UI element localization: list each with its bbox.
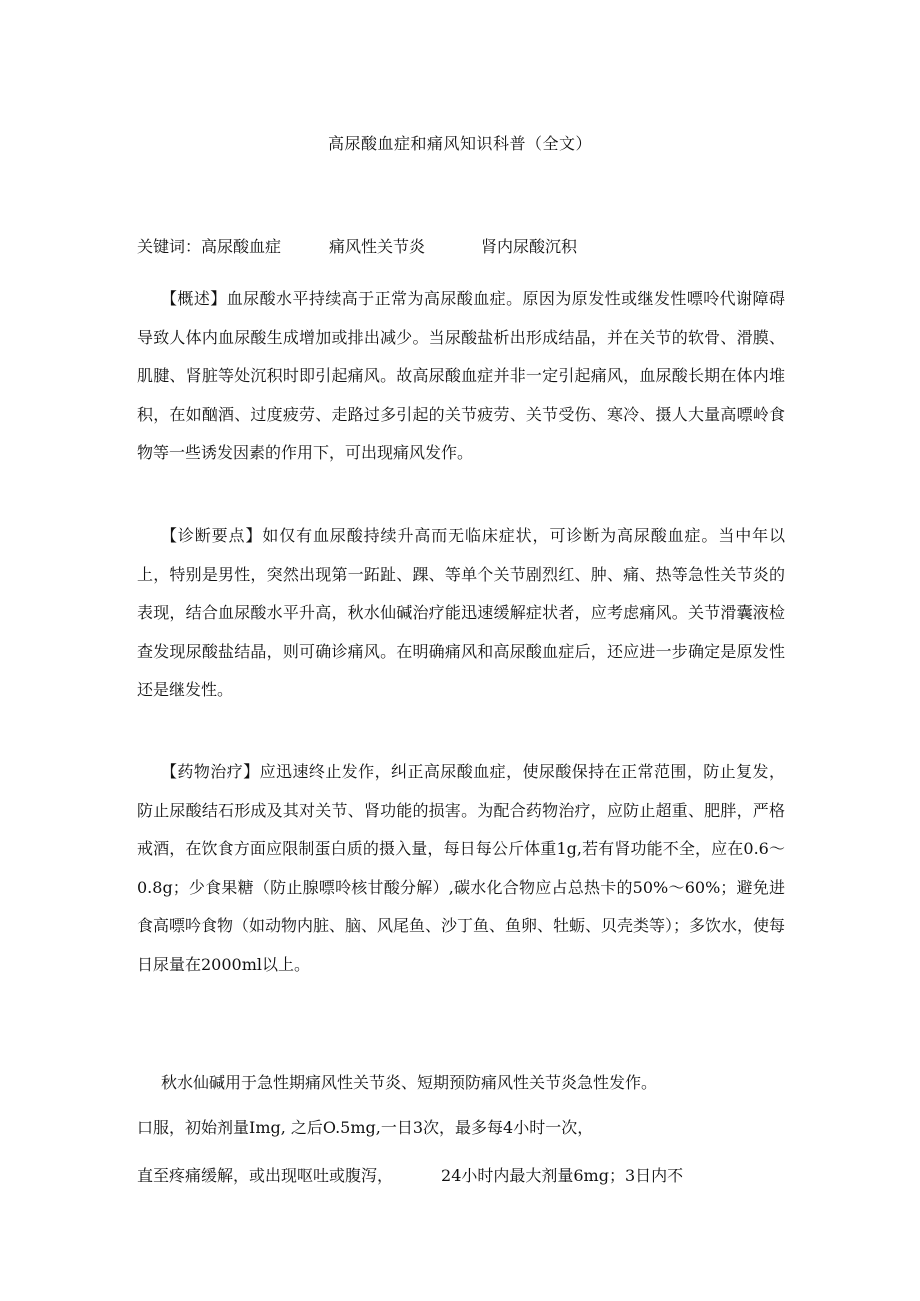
max-dose-line-part2: 24小时内最大剂量6mg；3日内不 bbox=[441, 1166, 684, 1185]
section-text: 应迅速终止发作，纠正高尿酸血症，使尿酸保持在正常范围，防止复发，防止尿酸结石形成及其对关节、肾功能的损害。为配合药物治疗，应防止超重、肥胖，严格戒酒，在饮食方面应限制蛋白质的摄入量，每日每公斤体重1g,若有肾功能不全，应在0.6～0.8g；少食果糖（防止腺嘌呤核甘酸分解）,碳水化合物应占总热卡的50%～60%；避免进食高嘌吟食物（如动物内脏、脑、风尾鱼、沙丁鱼、鱼卵、牡蛎、贝壳类等）；多饮水，使每日尿量在2000ml以上。 bbox=[137, 762, 786, 974]
colchicine-usage-line: 秋水仙碱用于急性期痛风性关节炎、短期预防痛风性关节炎急性发作。 bbox=[161, 1073, 658, 1092]
keywords-line bbox=[137, 234, 577, 257]
document-title: 高尿酸血症和痛风知识科普（全文） bbox=[327, 134, 592, 153]
section-treatment bbox=[137, 753, 785, 984]
dosage-line: 口服，初始剂量Img, 之后O.5mg,一日3次，最多每4小时一次， bbox=[137, 1118, 594, 1137]
keyword-item: 痛风性关节炎 bbox=[329, 237, 426, 256]
section-text: 如仅有血尿酸持续升高而无临床症状，可诊断为高尿酸血症。当中年以上，特别是男性，突然出现第一跖趾、踝、等单个关节剧烈红、肿、痛、热等急性关节炎的表现，结合血尿酸水平升高，秋水仙碱治疗能迅速缓解症状者，应考虑痛风。关节滑囊液检查发现尿酸盐结晶，则可确诊痛风。在明确痛风和高尿酸血症后，还应进一步确定是原发性还是继发性。 bbox=[137, 526, 785, 699]
keyword-item: 肾内尿酸沉积 bbox=[481, 237, 578, 256]
section-heading: 【药物治疗】 bbox=[161, 762, 260, 781]
section-heading: 【概述】 bbox=[161, 289, 227, 308]
section-overview bbox=[137, 280, 785, 473]
section-text: 血尿酸水平持续高于正常为高尿酸血症。原因为原发性或继发性嘌呤代谢障碍导致人体内血尿酸生成增加或排出减少。当尿酸盐析出形成结晶，并在关节的软骨、滑膜、肌腱、肾脏等处沉积时即引起痛风。故高尿酸血症并非一定引起痛风，血尿酸长期在体内堆积，在如酗酒、过度疲劳、走路过多引起的关节疲劳、关节受伤、寒冷、摄人大量高嘌岭食物等一些诱发因素的作用下，可出现痛风发作。 bbox=[137, 289, 785, 462]
keyword-item: 高尿酸血症 bbox=[201, 237, 282, 256]
section-diagnosis bbox=[137, 517, 785, 710]
keywords-label: 关键词： bbox=[137, 237, 202, 256]
section-heading: 【诊断要点】 bbox=[161, 526, 263, 545]
max-dose-line bbox=[137, 1163, 683, 1186]
max-dose-line-part1: 直至疼痛缓解，或出现呕吐或腹泻， bbox=[137, 1166, 394, 1185]
